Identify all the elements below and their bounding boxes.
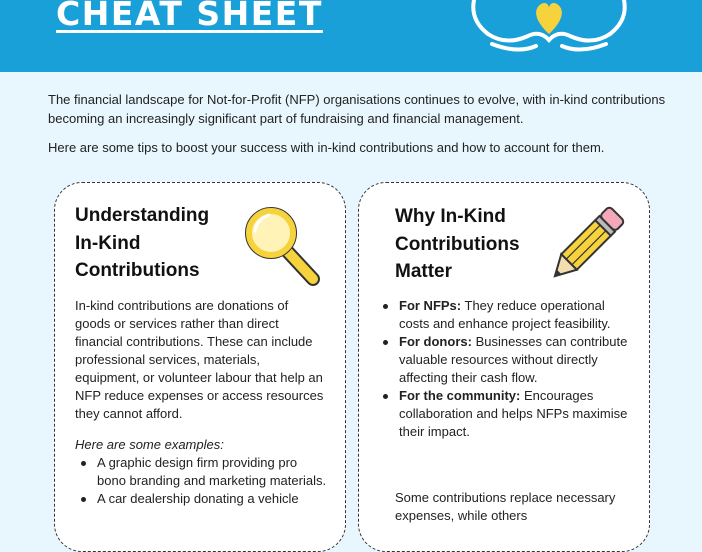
list-item bbox=[377, 297, 635, 333]
page-title: CHEAT SHEET bbox=[56, 0, 323, 33]
card-right-title-line-3: Matter bbox=[395, 261, 453, 282]
point-text-donors: Businesses can contribute valuable resources without directly affecting their cash flow. bbox=[399, 334, 628, 385]
pencil-icon bbox=[545, 203, 627, 287]
list-item: A graphic design firm providing pro bono branding and marketing materials. bbox=[75, 454, 327, 490]
card-right-title-line-2: Contributions bbox=[395, 233, 520, 255]
card-right-title bbox=[395, 203, 520, 286]
list-item bbox=[377, 333, 635, 387]
examples-list bbox=[75, 454, 327, 508]
heart-hands-logo-icon bbox=[466, 0, 632, 62]
card-left-title-line-3: Contributions bbox=[75, 260, 200, 281]
card-left-body: In-kind contributions are donations of goods or services rather than direct financial contributions. These can include professional services, materials, equipment, or volunteer labour that help an NFP reduce expenses or access resources they cannot afford. bbox=[75, 298, 324, 421]
intro-paragraph-2: Here are some tips to boost your success with in-kind contributions and how to account for them. bbox=[48, 140, 605, 155]
point-label-donors: For donors: bbox=[399, 334, 472, 349]
card-left-title-line-2: In-Kind bbox=[75, 232, 141, 254]
card-right-closing: Some contributions replace necessary expenses, while others bbox=[395, 490, 616, 523]
card-left-title bbox=[75, 202, 209, 285]
examples-heading: Here are some examples: bbox=[75, 437, 224, 452]
card-understanding bbox=[54, 182, 346, 552]
point-label-community: For the community: bbox=[399, 388, 521, 403]
card-right-title-line-1: Why In-Kind bbox=[395, 206, 506, 227]
intro-paragraph-1: The financial landscape for Not-for-Profit (NFP) organisations continues to evolve, with in-kind contributions becoming an increasingly significant part of fundraising and financial management. bbox=[48, 92, 666, 126]
reasons-list bbox=[377, 297, 635, 441]
list-item bbox=[377, 387, 635, 441]
list-item: A car dealership donating a vehicle bbox=[75, 490, 327, 508]
point-text-community: Encourages collaboration and helps NFPs maximise their impact. bbox=[399, 388, 628, 439]
point-text-nfps: They reduce operational costs and enhance project feasibility. bbox=[399, 298, 611, 331]
magnifying-glass-icon bbox=[241, 203, 323, 289]
card-why-matter bbox=[358, 182, 650, 552]
header-banner bbox=[0, 0, 702, 72]
card-left-title-line-1: Understanding bbox=[75, 205, 210, 226]
point-label-nfps: For NFPs: bbox=[399, 298, 462, 313]
